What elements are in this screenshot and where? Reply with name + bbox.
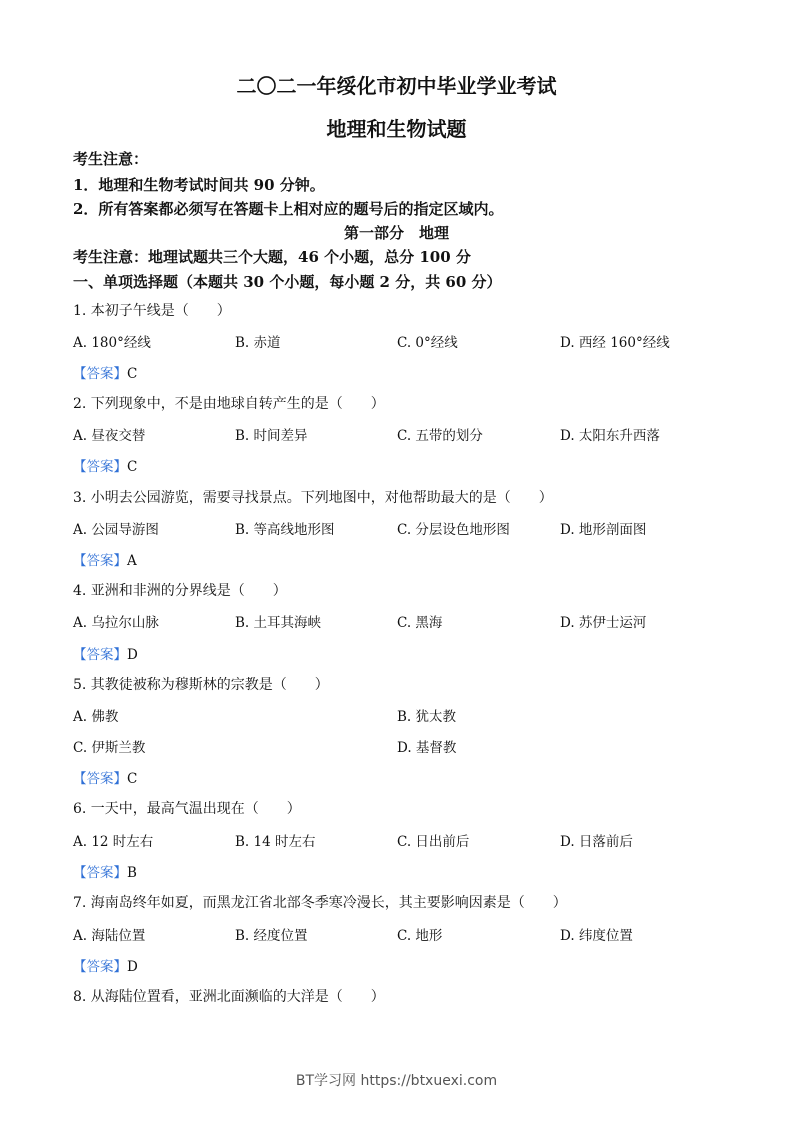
part-heading: 第一部分 地理 bbox=[343, 224, 449, 242]
footer-watermark: BT学习网 https://btxuexi.com bbox=[295, 1073, 498, 1089]
q4-option-b: B. 土耳其海峡 bbox=[235, 615, 322, 631]
q6-option-c: C. 日出前后 bbox=[397, 834, 470, 850]
answer-tag: 【答案】 bbox=[73, 459, 127, 475]
q7-answer-value: D bbox=[127, 959, 138, 975]
q1-option-b: B. 赤道 bbox=[235, 335, 281, 351]
q7-option-d: D. 纬度位置 bbox=[560, 928, 633, 944]
page-title: 二〇二一年绥化市初中毕业学业考试 bbox=[236, 74, 557, 98]
q2-option-c: C. 五带的划分 bbox=[397, 428, 483, 444]
q1-answer bbox=[73, 362, 137, 382]
q3-option-d: D. 地形剖面图 bbox=[560, 522, 647, 538]
q1-answer-value: C bbox=[127, 366, 138, 382]
q5-option-d: D. 基督教 bbox=[397, 740, 457, 756]
q6-option-a: A. 12 时左右 bbox=[73, 834, 154, 850]
q7-option-c: C. 地形 bbox=[397, 928, 443, 944]
q1-option-d: D. 西经 160°经线 bbox=[560, 335, 670, 351]
part-notice: 考生注意：地理试题共三个大题，46 个小题，总分 100 分 bbox=[73, 248, 471, 266]
q4-option-a: A. 乌拉尔山脉 bbox=[73, 615, 159, 631]
question-6: 6. 一天中，最高气温出现在（ ） bbox=[73, 801, 301, 817]
q5-option-a: A. 佛教 bbox=[73, 709, 119, 725]
answer-tag: 【答案】 bbox=[73, 865, 127, 881]
question-4: 4. 亚洲和非洲的分界线是（ ） bbox=[73, 583, 287, 599]
q6-answer bbox=[73, 861, 137, 881]
notice-item-2: 2．所有答案都必须写在答题卡上相对应的题号后的指定区域内。 bbox=[73, 200, 504, 218]
q3-option-c: C. 分层设色地形图 bbox=[397, 522, 510, 538]
q7-answer bbox=[73, 955, 138, 975]
question-5: 5. 其教徒被称为穆斯林的宗教是（ ） bbox=[73, 677, 329, 693]
question-7: 7. 海南岛终年如夏，而黑龙江省北部冬季寒冷漫长，其主要影响因素是（ ） bbox=[73, 895, 567, 911]
q3-option-a: A. 公园导游图 bbox=[73, 522, 159, 538]
q2-option-b: B. 时间差异 bbox=[235, 428, 308, 444]
question-3: 3. 小明去公园游览，需要寻找景点。下列地图中，对他帮助最大的是（ ） bbox=[73, 490, 553, 506]
q5-answer-value: C bbox=[127, 771, 138, 787]
page-subtitle: 地理和生物试题 bbox=[326, 117, 467, 141]
notice-item-1: 1．地理和生物考试时间共 90 分钟。 bbox=[73, 176, 325, 194]
answer-tag: 【答案】 bbox=[73, 771, 127, 787]
notice-heading: 考生注意： bbox=[73, 150, 149, 168]
q5-answer bbox=[73, 767, 137, 787]
answer-tag: 【答案】 bbox=[73, 959, 127, 975]
q3-answer-value: A bbox=[127, 553, 137, 569]
q5-option-c: C. 伊斯兰教 bbox=[73, 740, 146, 756]
question-2: 2. 下列现象中，不是由地球自转产生的是（ ） bbox=[73, 396, 385, 412]
q4-option-c: C. 黑海 bbox=[397, 615, 443, 631]
q2-answer-value: C bbox=[127, 459, 138, 475]
section-heading: 一、单项选择题（本题共 30 个小题，每小题 2 分，共 60 分） bbox=[73, 273, 502, 291]
question-1: 1. 本初子午线是（ ） bbox=[73, 303, 231, 319]
q6-option-b: B. 14 时左右 bbox=[235, 834, 316, 850]
q1-option-a: A. 180°经线 bbox=[73, 335, 151, 351]
q6-option-d: D. 日落前后 bbox=[560, 834, 633, 850]
q2-option-a: A. 昼夜交替 bbox=[73, 428, 146, 444]
q6-answer-value: B bbox=[127, 865, 137, 881]
q4-answer bbox=[73, 643, 138, 663]
q5-option-b: B. 犹太教 bbox=[397, 709, 457, 725]
q2-answer bbox=[73, 455, 137, 475]
answer-tag: 【答案】 bbox=[73, 366, 127, 382]
answer-tag: 【答案】 bbox=[73, 553, 127, 569]
q7-option-a: A. 海陆位置 bbox=[73, 928, 146, 944]
answer-tag: 【答案】 bbox=[73, 647, 127, 663]
q2-option-d: D. 太阳东升西落 bbox=[560, 428, 660, 444]
q4-answer-value: D bbox=[127, 647, 138, 663]
q3-answer bbox=[73, 549, 137, 569]
q4-option-d: D. 苏伊士运河 bbox=[560, 615, 647, 631]
q1-option-c: C. 0°经线 bbox=[397, 335, 458, 351]
q3-option-b: B. 等高线地形图 bbox=[235, 522, 335, 538]
question-8: 8. 从海陆位置看，亚洲北面濒临的大洋是（ ） bbox=[73, 989, 385, 1005]
q7-option-b: B. 经度位置 bbox=[235, 928, 308, 944]
